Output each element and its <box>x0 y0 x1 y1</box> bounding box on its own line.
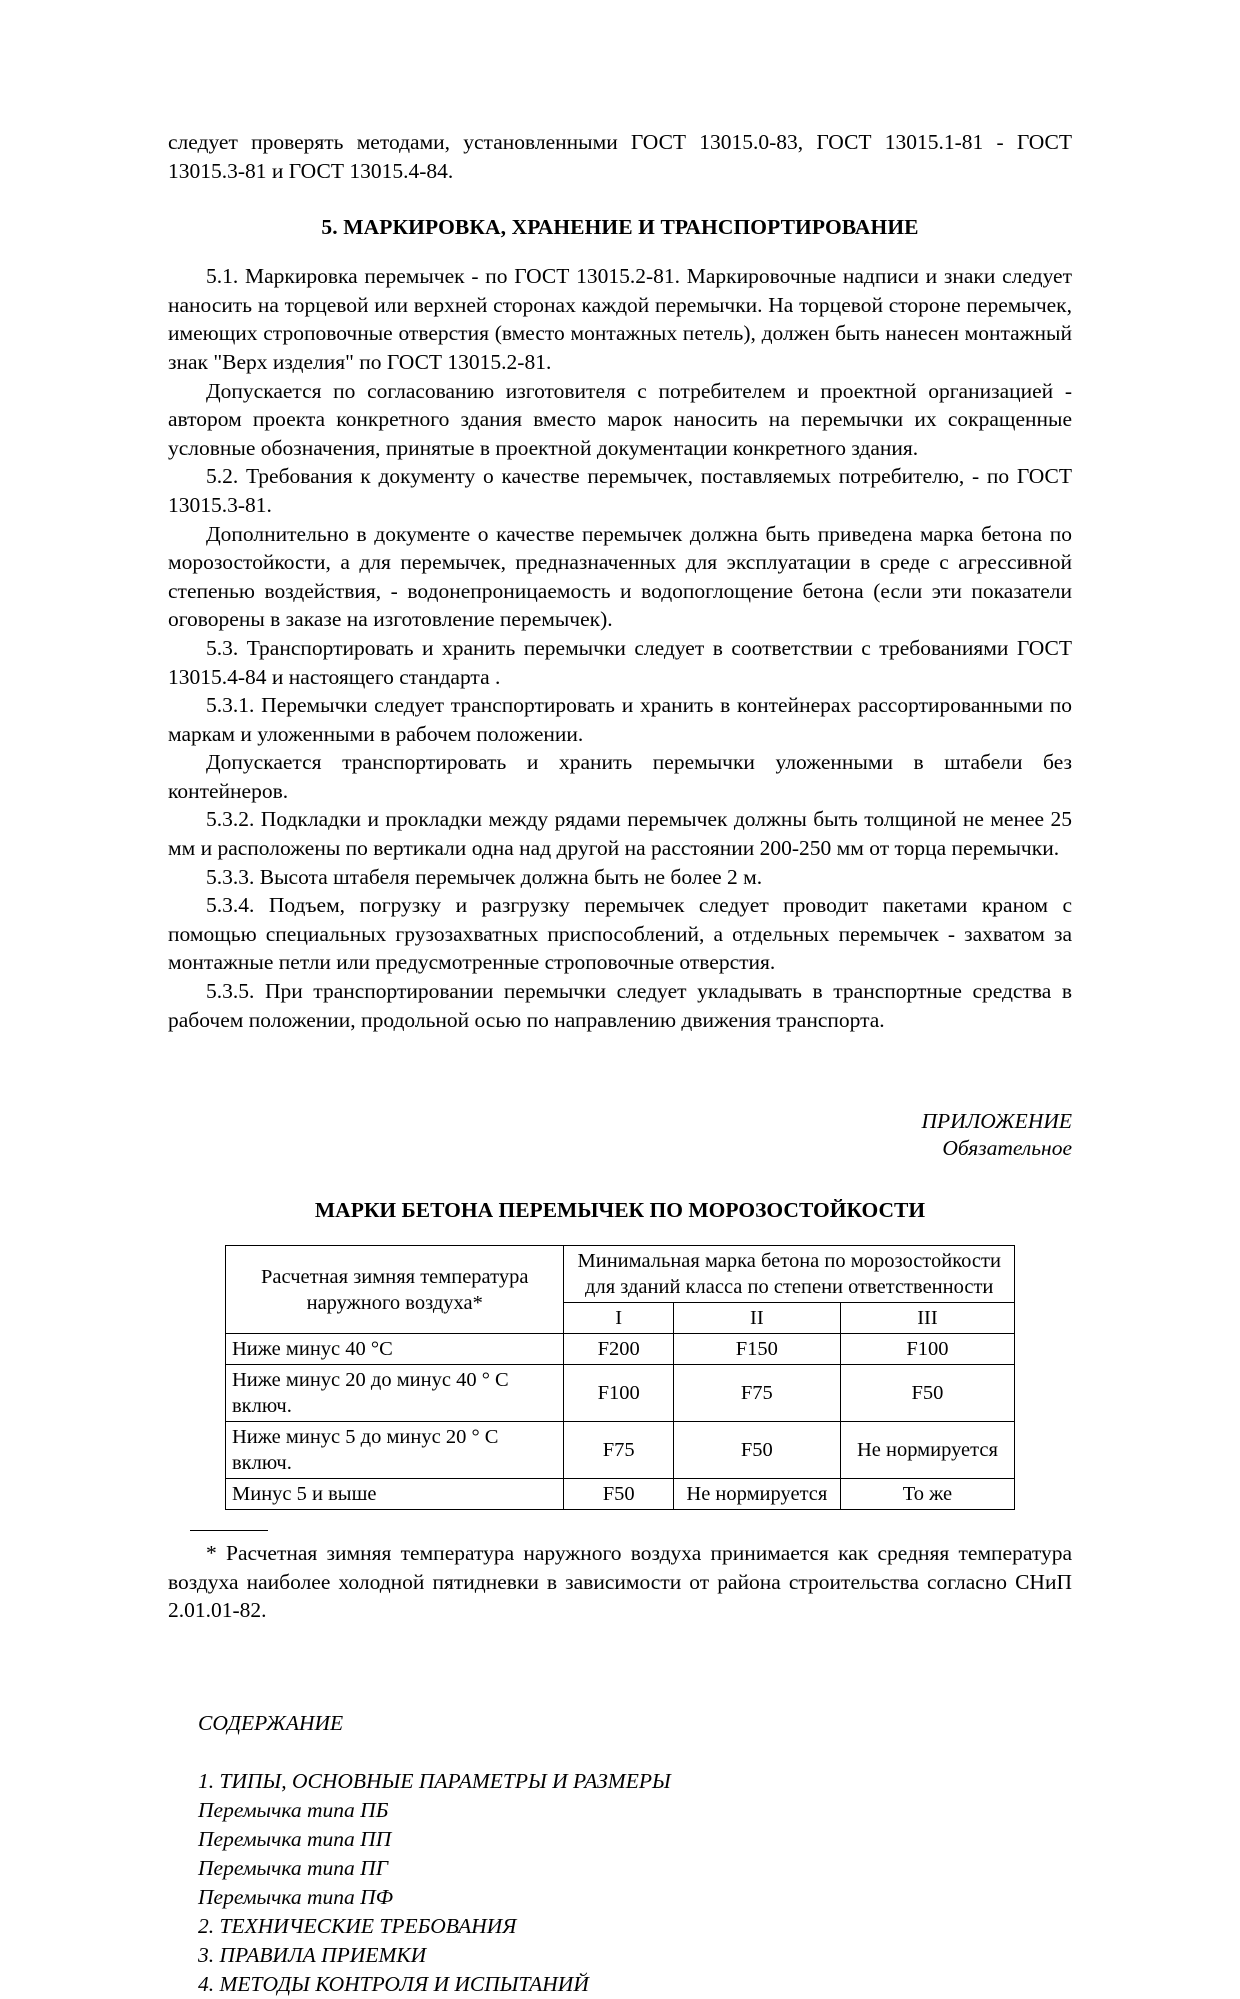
frost-resistance-table <box>225 1245 1015 1510</box>
header-concrete-grade-line1: Минимальная марка бетона по морозостойкости <box>577 1250 1001 1273</box>
cell-class-1: F100 <box>564 1365 673 1422</box>
cell-class-2: Не нормируется <box>673 1479 840 1510</box>
section-title: 5. МАРКИРОВКА, ХРАНЕНИЕ И ТРАНСПОРТИРОВАНИЕ <box>321 215 919 240</box>
cell-class-3: То же <box>840 1479 1014 1510</box>
appendix-label: ПРИЛОЖЕНИЕ <box>921 1109 1072 1134</box>
table-row <box>226 1365 1015 1422</box>
table-row <box>226 1334 1015 1365</box>
table-header-row-1 <box>226 1246 1015 1303</box>
table-row <box>226 1479 1015 1510</box>
paragraph-5-3-4: 5.3.4. Подъем, погрузку и разгрузку перемычек следует проводит пакетами краном с помощью специальных грузозахватных приспособлений, а отдельных перемычек - захватом за монтажные петли или предусмотренные строповочные отверстия. <box>168 893 1072 975</box>
paragraph-5-3-3: 5.3.3. Высота штабеля перемычек должна быть не более 2 м. <box>206 864 763 889</box>
cell-class-1: F50 <box>564 1479 673 1510</box>
paragraph-5-1-note: Допускается по согласованию изготовителя с потребителем и проектной организацией - автором проекта конкретного здания вместо марок наносить на перемычки их сокращенные условные обозначения, принятые в проектной документации конкретного здания. <box>168 378 1072 460</box>
appendix-label-block <box>168 1108 1072 1162</box>
header-temperature: Расчетная зимняя температура наружного воздуха* <box>226 1246 564 1334</box>
paragraph-5-3-5: 5.3.5. При транспортировании перемычки следует укладывать в транспортные средства в рабочем положении, продольной осью по направлению движения транспорта. <box>168 979 1072 1032</box>
cell-class-2: F50 <box>673 1422 840 1479</box>
cell-temperature: Минус 5 и выше <box>226 1479 564 1510</box>
header-class-3: III <box>840 1303 1014 1334</box>
table-head <box>226 1246 1015 1334</box>
toc-item-4[interactable]: 4. МЕТОДЫ КОНТРОЛЯ И ИСПЫТАНИЙ <box>198 1972 589 1996</box>
toc-item-3[interactable]: 3. ПРАВИЛА ПРИЕМКИ <box>198 1943 427 1967</box>
cell-class-1: F200 <box>564 1334 673 1365</box>
toc-item-pf[interactable]: Перемычка типа ПФ <box>198 1885 393 1909</box>
table-title: МАРКИ БЕТОНА ПЕРЕМЫЧЕК ПО МОРОЗОСТОЙКОСТИ <box>314 1198 926 1223</box>
appendix-obligation: Обязательное <box>942 1136 1072 1161</box>
header-concrete-grade <box>564 1246 1015 1303</box>
toc-heading: СОДЕРЖАНИЕ <box>198 1711 344 1735</box>
paragraph-5-3: 5.3. Транспортировать и хранить перемычки следует в соответствии с требованиями ГОСТ 13015.4-84 и настоящего стандарта . <box>168 635 1072 689</box>
footnote-divider <box>190 1530 268 1531</box>
header-concrete-grade-line2: для зданий класса по степени ответственности <box>585 1276 994 1299</box>
lead-paragraph: следует проверять методами, установленными ГОСТ 13015.0-83, ГОСТ 13015.1-81 - ГОСТ 13015.3-81 и ГОСТ 13015.4-84. <box>168 130 1072 183</box>
header-class-1: I <box>564 1303 673 1334</box>
paragraph-5-3-1-note: Допускается транспортировать и хранить перемычки уложенными в штабели без контейнеров. <box>168 750 1072 803</box>
toc-item-pp[interactable]: Перемычка типа ПП <box>198 1827 392 1851</box>
paragraph-5-1: 5.1. Маркировка перемычек - по ГОСТ 13015.2-81. Маркировочные надписи и знаки следует наносить на торцевой или верхней сторонах каждой перемычки. На торцевой стороне перемычек, имеющих строповочные отверстия (вместо монтажных петель), должен быть нанесен монтажный знак "Верх изделия" по ГОСТ 13015.2-81. <box>168 264 1072 374</box>
paragraph-5-3-2: 5.3.2. Подкладки и прокладки между рядами перемычек должны быть толщиной не менее 25 мм и расположены по вертикали одна над другой на расстоянии 200-250 мм от торца перемычки. <box>168 807 1072 861</box>
table-row <box>226 1422 1015 1479</box>
cell-class-3: Не нормируется <box>840 1422 1014 1479</box>
cell-temperature: Ниже минус 20 до минус 40 ° С включ. <box>226 1365 564 1422</box>
toc-item-2[interactable]: 2. ТЕХНИЧЕСКИЕ ТРЕБОВАНИЯ <box>198 1914 517 1938</box>
toc-item-1[interactable]: 1. ТИПЫ, ОСНОВНЫЕ ПАРАМЕТРЫ И РАЗМЕРЫ <box>198 1769 671 1793</box>
paragraph-5-3-1: 5.3.1. Перемычки следует транспортировать и хранить в контейнерах рассортированными по маркам и уложенными в рабочем положении. <box>168 693 1072 746</box>
footnote-text: * Расчетная зимняя температура наружного воздуха принимается как средняя температура воздуха наиболее холодной пятидневки в зависимости от района строительства согласно СНиП 2.01.01-82. <box>168 1541 1072 1623</box>
table-body <box>226 1334 1015 1510</box>
page-content <box>168 128 1072 1999</box>
cell-temperature: Ниже минус 40 °С <box>226 1334 564 1365</box>
cell-class-1: F75 <box>564 1422 673 1479</box>
cell-class-2: F150 <box>673 1334 840 1365</box>
toc-item-pg[interactable]: Перемычка типа ПГ <box>198 1856 388 1880</box>
cell-class-3: F50 <box>840 1365 1014 1422</box>
cell-temperature: Ниже минус 5 до минус 20 ° С включ. <box>226 1422 564 1479</box>
cell-class-3: F100 <box>840 1334 1014 1365</box>
toc-item-pb[interactable]: Перемычка типа ПБ <box>198 1798 389 1822</box>
paragraph-5-2: 5.2. Требования к документу о качестве перемычек, поставляемых потребителю, - по ГОСТ 13015.3-81. <box>168 464 1072 517</box>
header-class-2: II <box>673 1303 840 1334</box>
table-of-contents <box>168 1709 1072 1999</box>
paragraph-5-2-note: Дополнительно в документе о качестве перемычек должна быть приведена марка бетона по морозостойкости, а для перемычек, предназначенных для эксплуатации в среде с агрессивной степенью воздействия, - водонепроницаемость и водопоглощение бетона (если эти показатели оговорены в заказе на изготовление перемычек). <box>168 521 1072 632</box>
cell-class-2: F75 <box>673 1365 840 1422</box>
